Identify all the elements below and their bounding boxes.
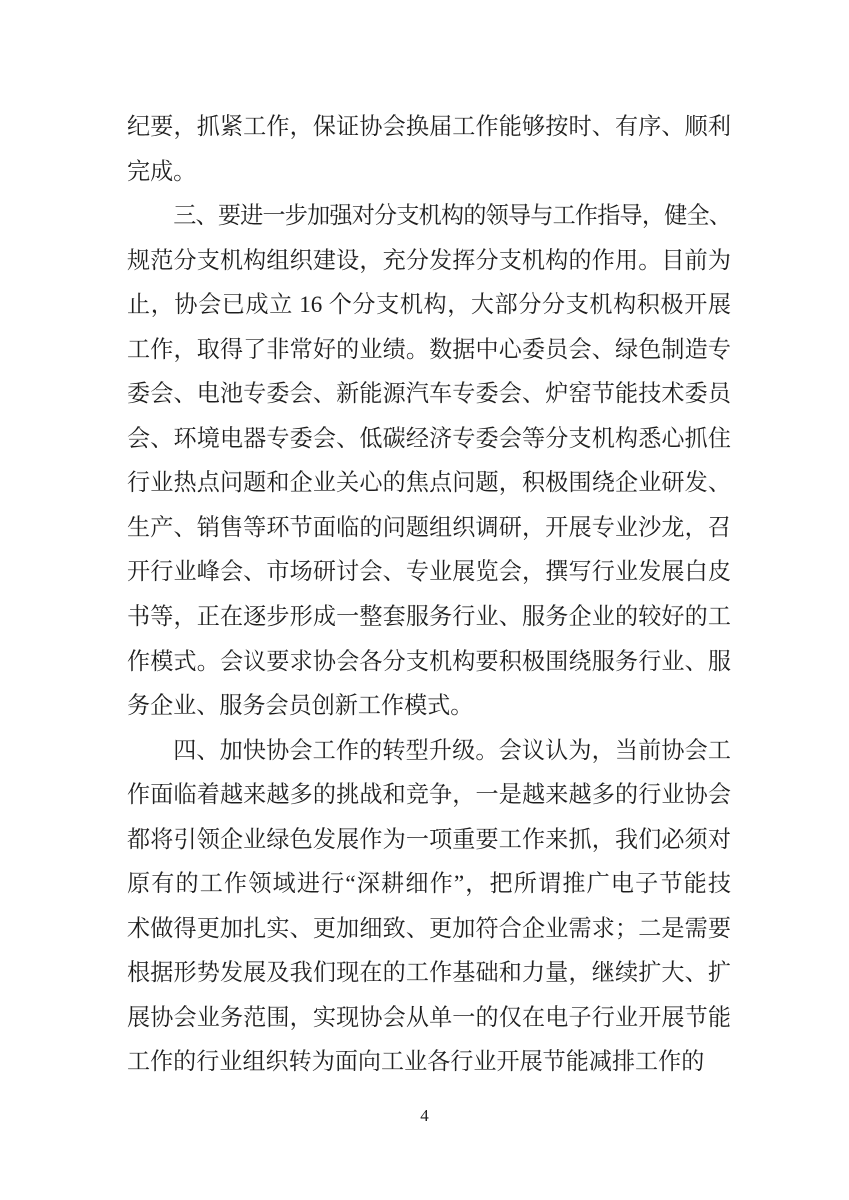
text-line: 会、环境电器专委会、低碳经济专委会等分支机构悉心抓住	[127, 424, 731, 451]
text-line: 四、加快协会工作的转型升级。会议认为，当前协会工	[173, 736, 731, 763]
text-line: 作面临着越来越多的挑战和竞争，一是越来越多的行业协会	[127, 781, 731, 808]
text-line: 作模式。会议要求协会各分支机构要积极围绕服务行业、服	[127, 647, 731, 674]
text-line: 都将引领企业绿色发展作为一项重要工作来抓，我们必须对	[127, 825, 731, 852]
document-body-text	[127, 104, 731, 1084]
text-line: 开行业峰会、市场研讨会、专业展览会，撰写行业发展白皮	[127, 558, 731, 585]
page-number: 4	[420, 1106, 429, 1125]
text-line: 止，协会已成立 16 个分支机构，大部分分支机构积极开展	[127, 291, 731, 318]
text-line: 完成。	[127, 157, 197, 184]
text-line: 根据形势发展及我们现在的工作基础和力量，继续扩大、扩	[127, 959, 731, 986]
text-line: 行业热点问题和企业关心的焦点问题，积极围绕企业研发、	[127, 469, 731, 496]
text-line: 生产、销售等环节面临的问题组织调研，开展专业沙龙，召	[127, 513, 731, 540]
text-line: 委会、电池专委会、新能源汽车专委会、炉窑节能技术委员	[127, 380, 731, 407]
text-line: 纪要，抓紧工作，保证协会换届工作能够按时、有序、顺利	[127, 113, 731, 139]
text-line: 务企业、服务会员创新工作模式。	[127, 692, 474, 719]
text-line: 书等，正在逐步形成一整套服务行业、服务企业的较好的工	[127, 603, 731, 630]
text-line: 三、要进一步加强对分支机构的领导与工作指导，健全、	[173, 202, 731, 229]
text-line: 术做得更加扎实、更加细致、更加符合企业需求；二是需要	[127, 914, 731, 941]
text-line: 展协会业务范围，实现协会从单一的仅在电子行业开展节能	[127, 1003, 731, 1030]
text-line: 工作，取得了非常好的业绩。数据中心委员会、绿色制造专	[127, 335, 731, 362]
text-line: 原有的工作领域进行“深耕细作”，把所谓推广电子节能技	[127, 870, 731, 897]
text-line: 工作的行业组织转为面向工业各行业开展节能减排工作的	[127, 1048, 705, 1075]
text-line: 规范分支机构组织建设，充分发挥分支机构的作用。目前为	[127, 246, 731, 273]
